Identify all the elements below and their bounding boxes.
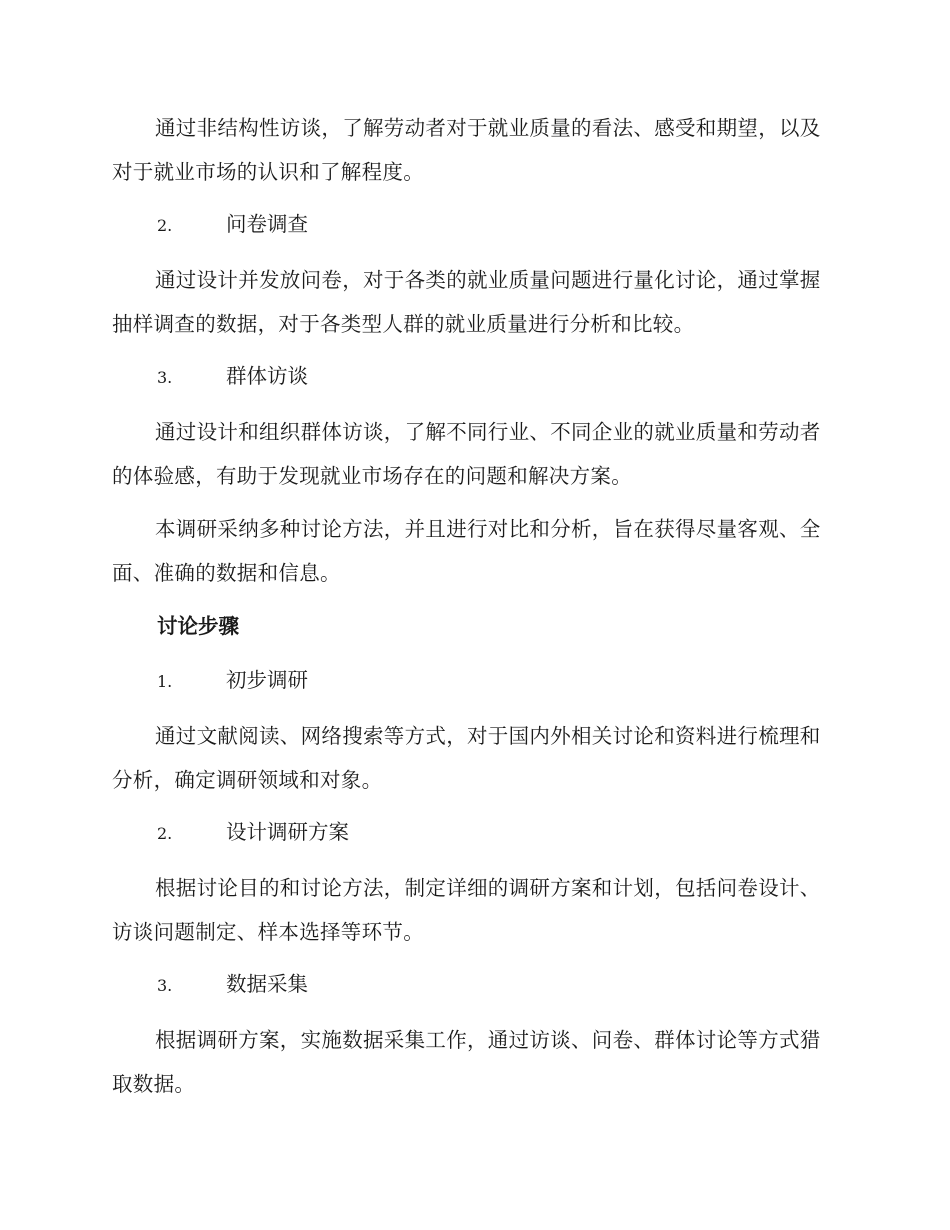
- list-label: 数据采集: [226, 972, 308, 996]
- paragraph-questionnaire: 通过设计并发放问卷，对于各类的就业质量问题进行量化讨论，通过掌握抽样调查的数据，对于各类型人群的就业质量进行分析和比较。: [112, 268, 821, 336]
- method-item-questionnaire: [157, 208, 308, 242]
- step-item-initial-research: [157, 664, 308, 698]
- list-number: 2.: [157, 216, 173, 235]
- list-number: 3.: [157, 368, 173, 387]
- paragraph-data-collection: 根据调研方案，实施数据采集工作，通过访谈、问卷、群体讨论等方式猎取数据。: [112, 1028, 821, 1096]
- step-item-data-collection: [157, 968, 308, 1002]
- list-label: 初步调研: [226, 668, 308, 692]
- paragraph-design-plan: 根据讨论目的和讨论方法，制定详细的调研方案和计划，包括问卷设计、访谈问题制定、样本选择等环节。: [112, 876, 821, 944]
- paragraph-group-interview: 通过设计和组织群体访谈，了解不同行业、不同企业的就业质量和劳动者的体验感，有助于发现就业市场存在的问题和解决方案。: [112, 420, 821, 488]
- step-item-design-plan: [157, 816, 349, 850]
- method-item-group-interview: [157, 360, 308, 394]
- section-heading-steps: 讨论步骤: [157, 614, 239, 638]
- paragraph-interview-method: 通过非结构性访谈，了解劳动者对于就业质量的看法、感受和期望，以及对于就业市场的认识和了解程度。: [112, 116, 821, 184]
- list-label: 问卷调查: [226, 212, 308, 236]
- list-number: 1.: [157, 672, 173, 691]
- list-label: 设计调研方案: [226, 820, 349, 844]
- paragraph-methods-summary: 本调研采纳多种讨论方法，并且进行对比和分析，旨在获得尽量客观、全面、准确的数据和信息。: [112, 517, 821, 585]
- list-label: 群体访谈: [226, 364, 308, 388]
- list-number: 2.: [157, 824, 173, 843]
- list-number: 3.: [157, 976, 173, 995]
- paragraph-initial-research: 通过文献阅读、网络搜索等方式，对于国内外相关讨论和资料进行梳理和分析，确定调研领域和对象。: [112, 724, 821, 792]
